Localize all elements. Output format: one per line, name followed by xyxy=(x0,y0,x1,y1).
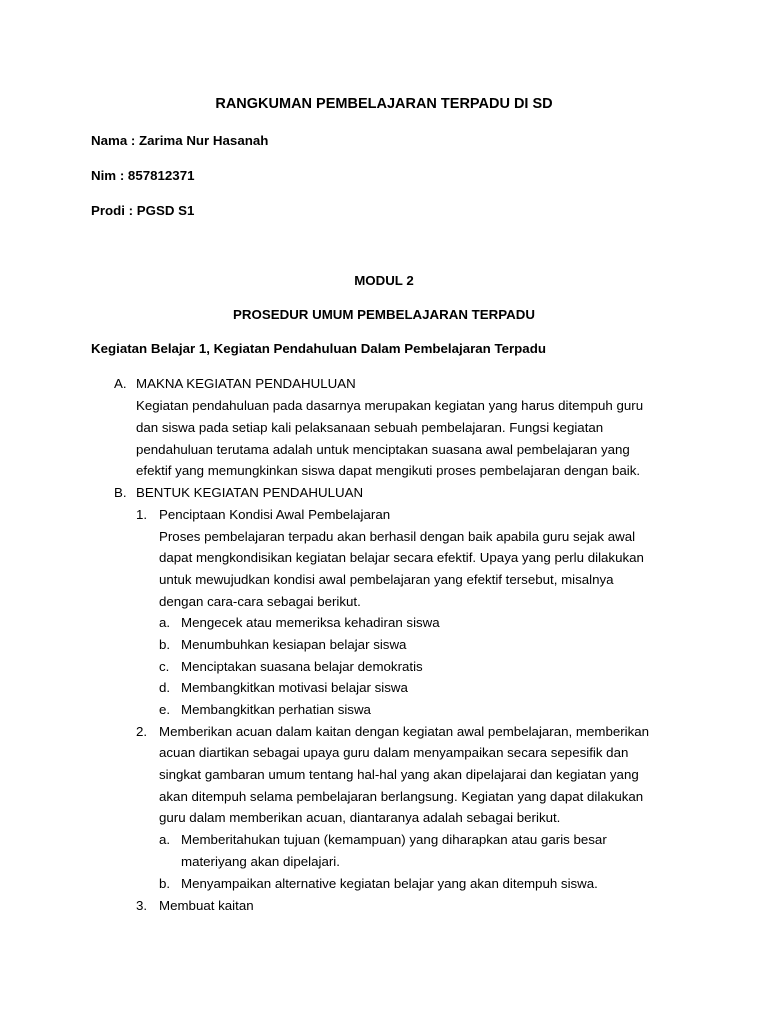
item-2-sub-a-marker: a. xyxy=(159,832,171,847)
student-nim: Nim : 857812371 xyxy=(91,168,195,183)
item-3-marker: 3. xyxy=(136,898,148,913)
item-2-sub-a-line: materiyang akan dipelajari. xyxy=(181,854,340,869)
section-b-marker: B. xyxy=(114,485,127,500)
module-title: MODUL 2 xyxy=(354,273,414,288)
item-2-line: guru dalam memberikan acuan, diantaranya adalah sebagai berikut. xyxy=(159,810,561,825)
item-2-line: Memberikan acuan dalam kaitan dengan kegiatan awal pembelajaran, memberikan xyxy=(159,724,650,739)
item-2-sub-a-line: Memberitahukan tujuan (kemampuan) yang diharapkan atau garis besar xyxy=(181,832,607,847)
item-1-line: untuk mewujudkan kondisi awal pembelajaran yang efektif tersebut, misalnya xyxy=(159,572,614,587)
subitem-marker: a. xyxy=(159,615,171,630)
student-name: Nama : Zarima Nur Hasanah xyxy=(91,133,269,148)
subitem-marker: e. xyxy=(159,702,171,717)
item-3-text: Membuat kaitan xyxy=(159,898,254,913)
subitem-text: Mengecek atau memeriksa kehadiran siswa xyxy=(181,615,440,630)
section-a-marker: A. xyxy=(114,376,127,391)
section-a-line: pendahuluan terutama adalah untuk menciptakan suasana awal pembelajaran yang xyxy=(136,442,630,457)
item-2-line: singkat gambaran umum tentang hal-hal yang akan dipelajarai dan kegiatan yang xyxy=(159,767,639,782)
item-1-heading: Penciptaan Kondisi Awal Pembelajaran xyxy=(159,507,391,522)
subitem-marker: c. xyxy=(159,659,170,674)
item-2-sub-b-text: Menyampaikan alternative kegiatan belajar yang akan ditempuh siswa. xyxy=(181,876,598,891)
item-1-marker: 1. xyxy=(136,507,148,522)
item-2-line: akan ditempuh selama pembelajaran berlangsung. Kegiatan yang dapat dilakukan xyxy=(159,789,644,804)
subitem-marker: b. xyxy=(159,637,171,652)
item-1-line: dapat mengkondisikan kegiatan belajar secara efektif. Upaya yang perlu dilakukan xyxy=(159,550,644,565)
learning-activity-heading: Kegiatan Belajar 1, Kegiatan Pendahuluan Dalam Pembelajaran Terpadu xyxy=(91,341,546,356)
subitem-text: Membangkitkan motivasi belajar siswa xyxy=(181,680,408,695)
item-1-line: Proses pembelajaran terpadu akan berhasil dengan baik apabila guru sejak awal xyxy=(159,529,636,544)
subitem-text: Menciptakan suasana belajar demokratis xyxy=(181,659,423,674)
section-a-heading: MAKNA KEGIATAN PENDAHULUAN xyxy=(136,376,356,391)
subitem-marker: d. xyxy=(159,680,171,695)
item-2-marker: 2. xyxy=(136,724,148,739)
section-a-line: efektif yang memungkinkan siswa dapat mengikuti proses pembelajaran dengan baik. xyxy=(136,463,641,478)
item-2-line: acuan diartikan sebagai upaya guru dalam menyampaikan secara sepesifik dan xyxy=(159,745,629,760)
section-b-heading: BENTUK KEGIATAN PENDAHULUAN xyxy=(136,485,364,500)
subitem-text: Membangkitkan perhatian siswa xyxy=(181,702,371,717)
subitem-text: Menumbuhkan kesiapan belajar siswa xyxy=(181,637,407,652)
section-a-line: Kegiatan pendahuluan pada dasarnya merupakan kegiatan yang harus ditempuh guru xyxy=(136,398,644,413)
student-prodi: Prodi : PGSD S1 xyxy=(91,203,195,218)
item-1-line: dengan cara-cara sebagai berikut. xyxy=(159,594,361,609)
section-a-line: dan siswa pada setiap kali pelaksanaan sebuah pembelajaran. Fungsi kegiatan xyxy=(136,420,604,435)
document-title: RANGKUMAN PEMBELAJARAN TERPADU DI SD xyxy=(215,96,553,112)
item-2-sub-b-marker: b. xyxy=(159,876,171,891)
module-subtitle: PROSEDUR UMUM PEMBELAJARAN TERPADU xyxy=(233,307,535,322)
